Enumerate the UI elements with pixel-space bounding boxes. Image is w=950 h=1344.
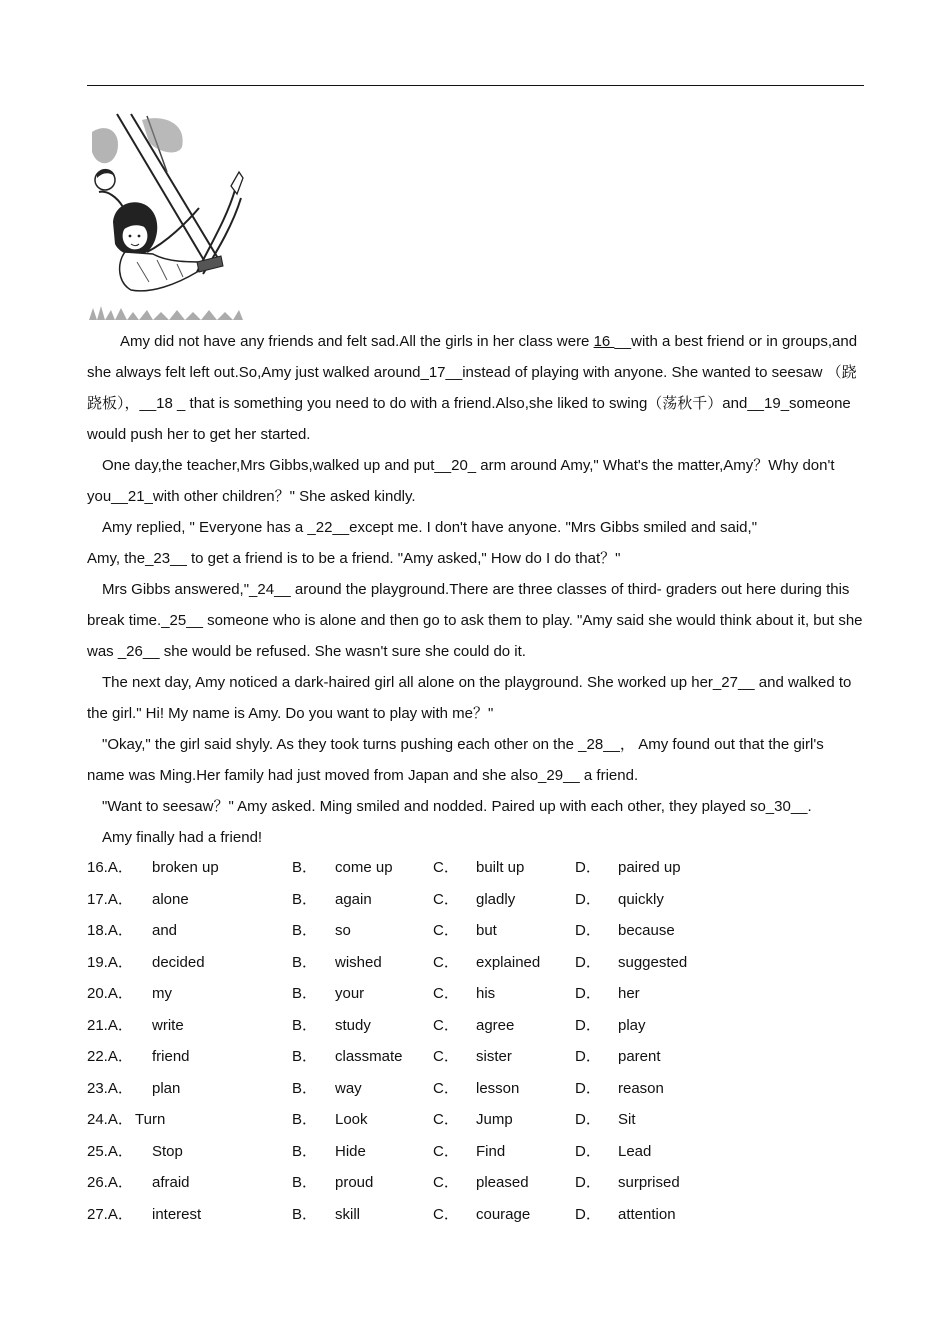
option-a: write bbox=[152, 1016, 184, 1034]
option-a: alone bbox=[152, 890, 189, 908]
question-16-options bbox=[87, 852, 865, 884]
option-d-label: D． bbox=[575, 1142, 601, 1160]
option-c: gladly bbox=[476, 890, 516, 908]
option-b-label: B． bbox=[292, 1174, 318, 1191]
option-a-label: 19.A． bbox=[87, 953, 133, 971]
option-d: Sit bbox=[618, 1111, 636, 1128]
question-21-options bbox=[87, 1010, 865, 1042]
option-d-label: D． bbox=[575, 1016, 601, 1034]
option-b: way bbox=[335, 1079, 362, 1097]
option-d: attention bbox=[618, 1205, 676, 1223]
option-b: proud bbox=[335, 1174, 374, 1191]
option-c: sister bbox=[476, 1048, 512, 1065]
question-26-options bbox=[87, 1167, 865, 1199]
option-b: skill bbox=[335, 1205, 360, 1223]
option-b-label: B． bbox=[292, 859, 318, 876]
option-a-label: 22.A． bbox=[87, 1048, 133, 1065]
question-24-options bbox=[87, 1104, 865, 1136]
option-c: Jump bbox=[476, 1111, 513, 1128]
option-c-label: C． bbox=[433, 859, 459, 876]
option-c: Find bbox=[476, 1142, 506, 1160]
option-b: wished bbox=[335, 953, 382, 971]
option-a: plan bbox=[152, 1079, 181, 1097]
option-d-label: D． bbox=[575, 1079, 601, 1097]
option-b: again bbox=[335, 890, 372, 908]
option-d-label: D． bbox=[575, 985, 601, 1002]
option-b: study bbox=[335, 1016, 371, 1034]
blank-16: 16 bbox=[593, 333, 615, 350]
option-a-label: 16.A． bbox=[87, 859, 133, 876]
option-a-label: 21.A． bbox=[87, 1016, 133, 1034]
option-c-label: C． bbox=[433, 985, 459, 1002]
option-c: but bbox=[476, 922, 497, 939]
passage-paragraph-7: "Want to seesaw？" Amy asked. Ming smiled and nodded. Paired up with each other, they played so_30__. bbox=[102, 798, 812, 815]
question-27-options bbox=[87, 1199, 865, 1231]
option-b-label: B． bbox=[292, 1079, 318, 1097]
option-d: paired up bbox=[618, 859, 681, 876]
option-c: agree bbox=[476, 1016, 515, 1034]
passage-paragraph-3b: Amy, the_23__ to get a friend is to be a friend. "Amy asked," How do I do that？" bbox=[87, 550, 621, 567]
passage-paragraph-6: "Okay," the girl said shyly. As they took turns pushing each other on the _28__， Amy found out that the girl's name was Ming.Her family had just moved from Japan and she also_29__ a friend. bbox=[87, 736, 824, 784]
question-25-options bbox=[87, 1136, 865, 1168]
option-d: play bbox=[618, 1016, 646, 1034]
option-c-label: C． bbox=[433, 1205, 459, 1223]
option-d: reason bbox=[618, 1079, 664, 1097]
option-d: Lead bbox=[618, 1142, 652, 1160]
option-c: his bbox=[476, 985, 496, 1002]
option-d-label: D． bbox=[575, 1048, 601, 1065]
option-b: Hide bbox=[335, 1142, 366, 1160]
option-b-label: B． bbox=[292, 1142, 318, 1160]
option-d: parent bbox=[618, 1048, 661, 1065]
option-a-label: 18.A． bbox=[87, 922, 133, 939]
option-b: your bbox=[335, 985, 365, 1002]
option-b: so bbox=[335, 922, 351, 939]
option-b: classmate bbox=[335, 1048, 403, 1065]
option-d: quickly bbox=[618, 890, 664, 908]
option-b-label: B． bbox=[292, 1111, 318, 1128]
option-a-label: 23.A． bbox=[87, 1079, 133, 1097]
question-23-options bbox=[87, 1073, 865, 1105]
question-22-options bbox=[87, 1041, 865, 1073]
option-d: her bbox=[618, 985, 640, 1002]
passage-paragraph-8: Amy finally had a friend! bbox=[102, 829, 263, 846]
passage-paragraph-2: One day,the teacher,Mrs Gibbs,walked up and put__20_ arm around Amy," What's the matter,Amy？Why don't you__21_with other children？" She asked kindly. bbox=[87, 457, 835, 505]
option-d: suggested bbox=[618, 953, 688, 971]
option-a: friend bbox=[152, 1048, 190, 1065]
option-c-label: C． bbox=[433, 1142, 459, 1160]
option-a: Stop bbox=[152, 1142, 183, 1160]
option-c-label: C． bbox=[433, 1174, 459, 1191]
option-c: pleased bbox=[476, 1174, 529, 1191]
option-c: courage bbox=[476, 1205, 531, 1223]
option-a: interest bbox=[152, 1205, 202, 1223]
option-d-label: D． bbox=[575, 1174, 601, 1191]
question-17-options bbox=[87, 884, 865, 916]
option-a: and bbox=[152, 922, 178, 939]
option-d-label: D． bbox=[575, 953, 601, 971]
option-c-label: C． bbox=[433, 1048, 459, 1065]
option-c-label: C． bbox=[433, 953, 459, 971]
passage-paragraph-5: The next day, Amy noticed a dark-haired girl all alone on the playground. She worked up her_27__ and walked to the girl." Hi! My name is Amy. Do you want to play with me？" bbox=[87, 674, 852, 722]
option-c: explained bbox=[476, 953, 541, 971]
option-a: Turn bbox=[135, 1111, 166, 1128]
option-d-label: D． bbox=[575, 922, 601, 939]
option-b-label: B． bbox=[292, 953, 318, 971]
option-d: surprised bbox=[618, 1174, 680, 1191]
passage-paragraph-3a: Amy replied, " Everyone has a _22__except me. I don't have anyone. "Mrs Gibbs smiled and said," bbox=[102, 519, 758, 536]
option-c-label: C． bbox=[433, 1079, 459, 1097]
question-18-options bbox=[87, 915, 865, 947]
swing-illustration-icon bbox=[87, 112, 245, 322]
option-a: afraid bbox=[152, 1174, 190, 1191]
option-b-label: B． bbox=[292, 985, 318, 1002]
cloze-passage bbox=[87, 326, 865, 853]
option-a: my bbox=[152, 985, 172, 1002]
option-b-label: B． bbox=[292, 922, 318, 939]
passage-paragraph-4: Mrs Gibbs answered,"_24__ around the playground.There are three classes of third- graders out here during this break time._25__ someone who is alone and then go to ask them to play. "Amy said she would think about it, but she was _26__ she would be refused. She wasn't sure she could do it. bbox=[87, 581, 863, 660]
option-b: Look bbox=[335, 1111, 368, 1128]
option-a: decided bbox=[152, 953, 205, 971]
option-a-label: 26.A． bbox=[87, 1174, 133, 1191]
option-b-label: B． bbox=[292, 890, 318, 908]
answer-options bbox=[87, 852, 865, 1230]
option-a-label: 17.A． bbox=[87, 890, 133, 908]
option-d: because bbox=[618, 922, 675, 939]
passage-paragraph-1: Amy did not have any friends and felt sad.All the girls in her class were 16 __with a best friend or in groups,and she always felt left out.So,Amy just walked around_17__instead of playing with anyone. She wanted to seesaw （跷跷板），__18 _ that is something you need to do with a friend.Also,she liked to swing（荡秋千）and__19_someone would push her to get her started. bbox=[87, 333, 858, 443]
option-a: broken up bbox=[152, 859, 219, 876]
option-c-label: C． bbox=[433, 922, 459, 939]
option-d-label: D． bbox=[575, 890, 601, 908]
option-a-label: 25.A． bbox=[87, 1142, 133, 1160]
option-c: lesson bbox=[476, 1079, 520, 1097]
question-20-options bbox=[87, 978, 865, 1010]
option-c-label: C． bbox=[433, 890, 459, 908]
option-d-label: D． bbox=[575, 1205, 601, 1223]
option-c-label: C． bbox=[433, 1016, 459, 1034]
question-19-options bbox=[87, 947, 865, 979]
option-d-label: D． bbox=[575, 859, 601, 876]
option-b-label: B． bbox=[292, 1048, 318, 1065]
option-d-label: D． bbox=[575, 1111, 601, 1128]
option-a-label: 24.A． bbox=[87, 1111, 133, 1128]
option-b-label: B． bbox=[292, 1016, 318, 1034]
option-a-label: 20.A． bbox=[87, 985, 133, 1002]
option-b-label: B． bbox=[292, 1205, 318, 1223]
header-rule bbox=[87, 85, 864, 86]
option-c: built up bbox=[476, 859, 525, 876]
option-c-label: C． bbox=[433, 1111, 459, 1128]
option-b: come up bbox=[335, 859, 393, 876]
option-a-label: 27.A． bbox=[87, 1205, 133, 1223]
